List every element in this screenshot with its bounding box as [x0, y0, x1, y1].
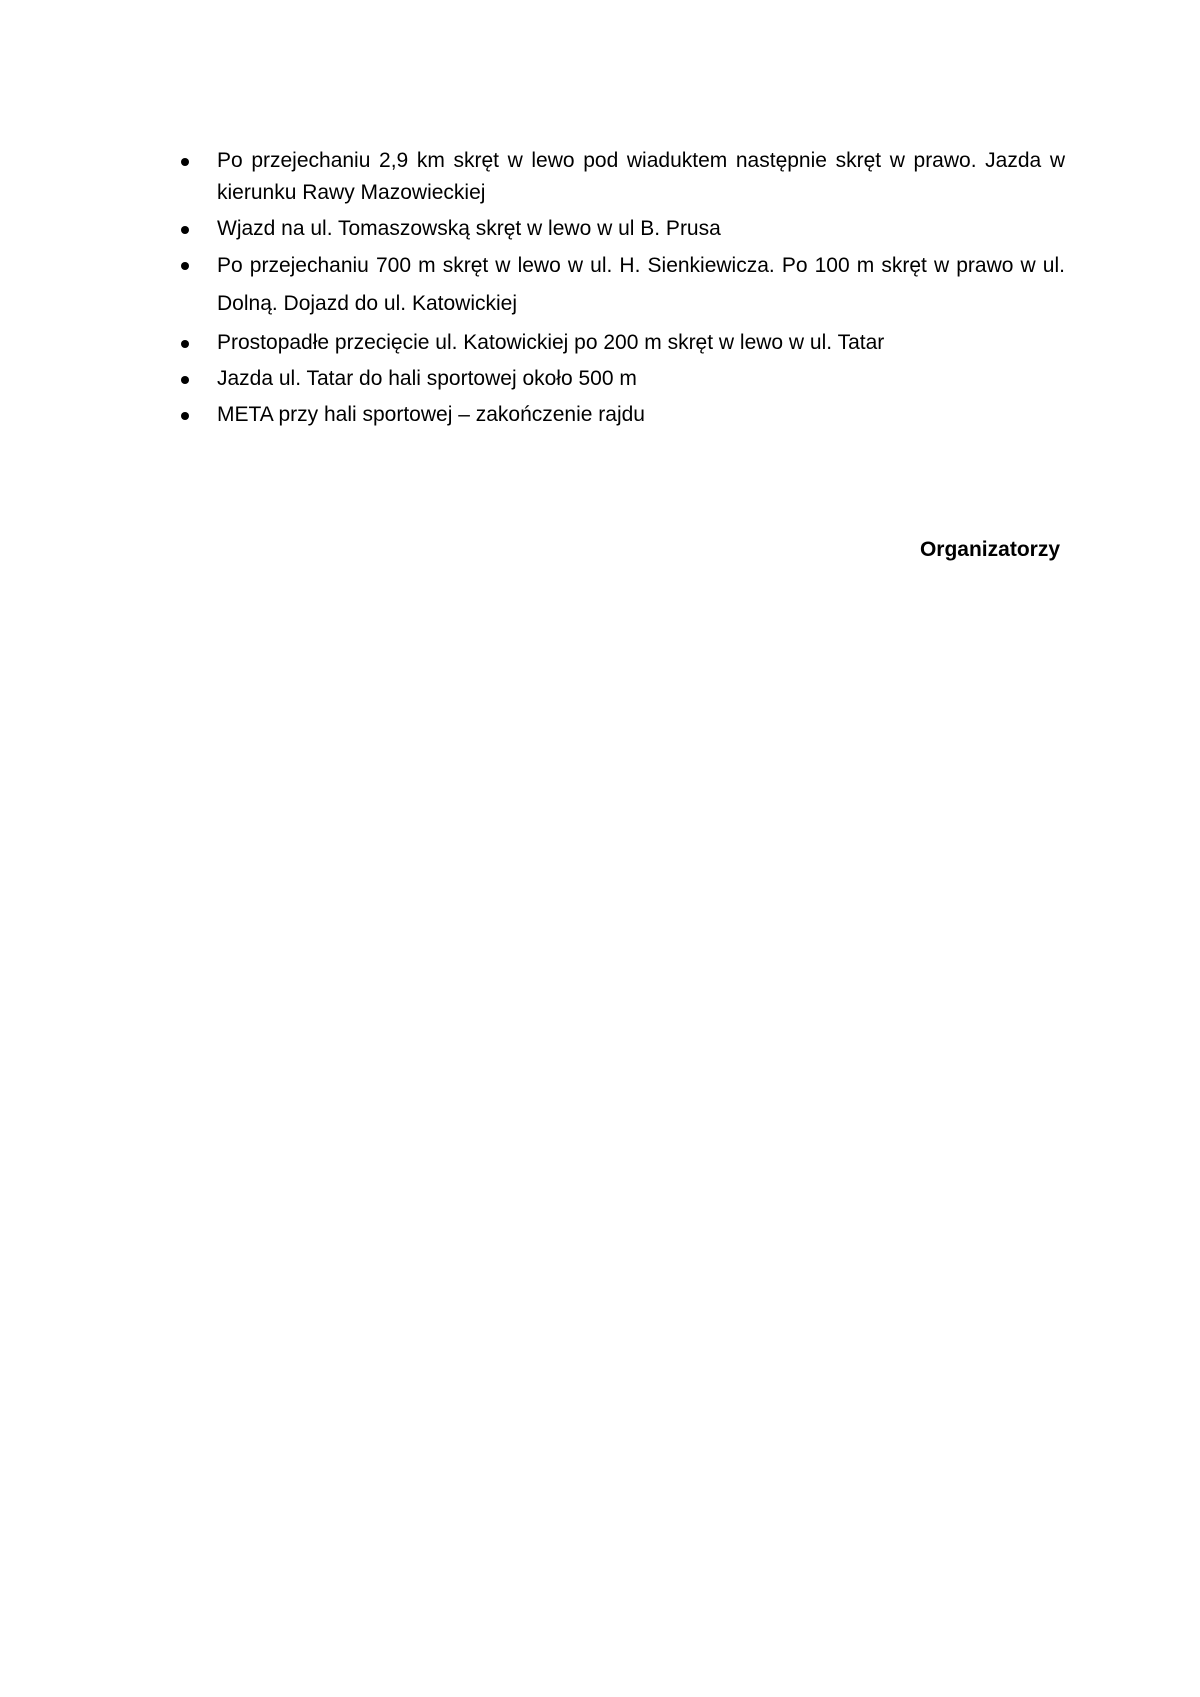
- route-step-text: Wjazd na ul. Tomaszowską skręt w lewo w ul B. Prusa: [217, 217, 721, 240]
- route-step-text: Po przejechaniu 2,9 km skręt w lewo pod wiaduktem następnie skręt w prawo. Jazda w kierunku Rawy Mazowieckiej: [217, 149, 1065, 204]
- list-item: [180, 145, 1065, 209]
- route-step-text: Jazda ul. Tatar do hali sportowej około 500 m: [217, 367, 637, 390]
- list-item: [180, 363, 1065, 395]
- bullet-icon: [181, 376, 189, 384]
- list-item: [180, 213, 1065, 245]
- route-step-text: META przy hali sportowej – zakończenie rajdu: [217, 403, 645, 426]
- organizers-signature: Organizatorzy: [919, 538, 1060, 561]
- bullet-icon: [181, 412, 189, 420]
- list-item: [180, 327, 1065, 359]
- route-directions-list: [180, 145, 1065, 435]
- bullet-icon: [181, 226, 189, 234]
- route-step-text: Po przejechaniu 700 m skręt w lewo w ul. H. Sienkiewicza. Po 100 m skręt w prawo w ul. Dolną. Dojazd do ul. Katowickiej: [217, 254, 1065, 315]
- route-step-text: Prostopadłe przecięcie ul. Katowickiej po 200 m skręt w lewo w ul. Tatar: [217, 331, 885, 354]
- bullet-icon: [181, 158, 189, 166]
- list-item: [180, 399, 1065, 431]
- list-item: [180, 247, 1065, 323]
- bullet-icon: [181, 340, 189, 348]
- bullet-icon: [181, 262, 189, 270]
